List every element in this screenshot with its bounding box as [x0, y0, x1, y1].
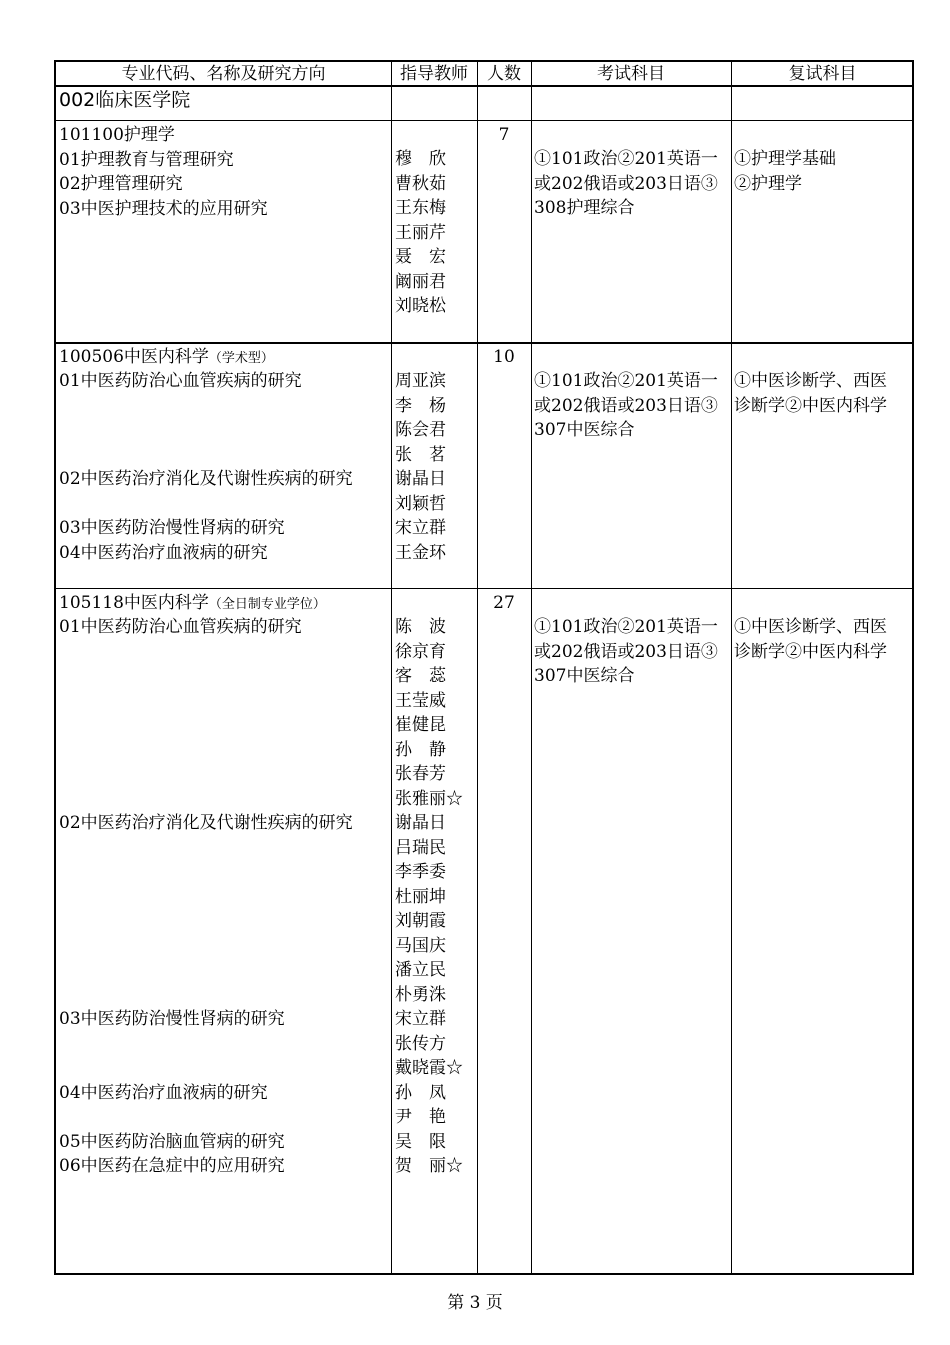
retest-line: ②护理学: [734, 173, 802, 194]
enrollment-count: 10: [493, 347, 515, 367]
research-direction: 02中医药治疗消化及代谢性疾病的研究: [59, 469, 353, 489]
advisor-list: [395, 369, 446, 565]
major-code-name: [59, 591, 326, 618]
advisor-name: 马国庆: [395, 935, 446, 956]
exam-line: 307中医综合: [534, 420, 635, 440]
advisor-name: 朴勇洙: [395, 984, 446, 1005]
research-direction: 03中医药防治慢性肾病的研究: [59, 518, 285, 538]
exam-line: 或202俄语或203日语③: [534, 641, 718, 662]
advisor-name: 王金环: [395, 542, 446, 563]
advisor-name: 刘朝霞: [395, 911, 446, 931]
exam-line: ①101政治②201英语一: [534, 371, 718, 391]
research-direction: 06中医药在急症中的应用研究: [59, 1156, 285, 1176]
research-direction: 04中医药治疗血液病的研究: [59, 1083, 268, 1103]
advisor-name: 杜丽坤: [395, 886, 446, 907]
enrollment-count: 27: [493, 593, 515, 613]
enrollment-count: 7: [498, 125, 510, 145]
advisor-name: 戴晓霞☆: [395, 1058, 463, 1078]
major-code-name: 101100护理学: [59, 125, 175, 145]
exam-line: ①101政治②201英语一: [534, 149, 718, 169]
advisor-name: 宋立群: [395, 1009, 446, 1029]
exam-line: 307中医综合: [534, 666, 635, 686]
exam-line: 308护理综合: [534, 198, 635, 218]
research-direction: 05中医药防治脑血管病的研究: [59, 1132, 285, 1152]
research-direction: 02中医药治疗消化及代谢性疾病的研究: [59, 813, 353, 833]
advisor-name: 孙 凤: [395, 1082, 446, 1103]
retest-line: ①中医诊断学、西医: [734, 371, 887, 391]
header-exam: 考试科目: [597, 64, 665, 84]
retest-line: 诊断学②中医内科学: [734, 641, 887, 662]
major-code-name: [59, 345, 274, 372]
page-number: 第 3 页: [447, 1293, 503, 1313]
row-divider: [56, 120, 912, 121]
advisor-name: 李 杨: [395, 395, 446, 416]
row-divider: [56, 588, 912, 589]
header-advisor: 指导教师: [400, 64, 468, 84]
advisor-name: 曹秋茹: [395, 173, 446, 194]
retest-subjects: [734, 615, 887, 664]
retest-line: ①中医诊断学、西医: [734, 617, 887, 637]
advisor-list: [395, 147, 446, 319]
advisor-name: 阚丽君: [395, 271, 446, 292]
advisor-name: 吕瑞民: [395, 837, 446, 858]
advisor-name: 吴 限: [395, 1131, 446, 1152]
advisor-name: 潘立民: [395, 960, 446, 980]
research-direction: 01中医药防治心血管疾病的研究: [59, 371, 302, 391]
enrollment-table: [54, 60, 914, 1275]
exam-line: ①101政治②201英语一: [534, 617, 718, 637]
advisor-name: 客 蕊: [395, 666, 446, 686]
advisor-name: 王东梅: [395, 198, 446, 218]
advisor-name: 王莹威: [395, 690, 446, 711]
header-major: 专业代码、名称及研究方向: [121, 64, 326, 84]
column-divider: [531, 62, 532, 1273]
retest-subjects: [734, 369, 887, 418]
exam-subjects: [534, 369, 718, 443]
column-divider: [731, 62, 732, 1273]
research-direction: 02护理管理研究: [59, 174, 183, 194]
advisor-name: 穆 欣: [395, 149, 446, 169]
advisor-list: [395, 615, 463, 1179]
retest-line: ①护理学基础: [734, 149, 836, 169]
advisor-name: 王丽芹: [395, 222, 446, 243]
exam-line: 或202俄语或203日语③: [534, 173, 718, 194]
research-direction: 01护理教育与管理研究: [59, 149, 234, 170]
research-direction: 03中医药防治慢性肾病的研究: [59, 1009, 285, 1029]
exam-subjects: [534, 615, 718, 689]
header-count: 人数: [487, 64, 521, 84]
advisor-name: 张春芳: [395, 764, 446, 784]
advisor-name: 崔健昆: [395, 715, 446, 735]
advisor-name: 周亚滨: [395, 371, 446, 391]
major-code: 105118中医内科学: [59, 593, 209, 613]
advisor-name: 谢晶日: [395, 469, 446, 489]
advisor-name: 张雅丽☆: [395, 788, 463, 809]
college-title: 002临床医学院: [59, 89, 191, 111]
column-divider: [391, 62, 392, 1273]
header-retest: 复试科目: [788, 64, 857, 84]
advisor-name: 贺 丽☆: [395, 1156, 463, 1176]
advisor-name: 尹 艳: [395, 1107, 446, 1127]
column-divider: [477, 62, 478, 1273]
major-type-note: （全日制专业学位）: [208, 597, 326, 612]
advisor-name: 刘晓松: [395, 296, 446, 316]
advisor-name: 徐京育: [395, 641, 446, 662]
advisor-name: 刘颖哲: [395, 493, 446, 514]
advisor-name: 李季委: [395, 862, 446, 882]
retest-line: 诊断学②中医内科学: [734, 395, 887, 416]
advisor-name: 谢晶日: [395, 813, 446, 833]
advisor-name: 宋立群: [395, 518, 446, 538]
row-divider: [56, 342, 912, 344]
exam-subjects: [534, 147, 718, 221]
research-direction: 04中医药治疗血液病的研究: [59, 543, 268, 563]
exam-line: 或202俄语或203日语③: [534, 395, 718, 416]
advisor-name: 陈会君: [395, 420, 446, 440]
advisor-name: 聂 宏: [395, 247, 446, 267]
research-direction: 01中医药防治心血管疾病的研究: [59, 617, 302, 637]
major-section-nursing: [59, 123, 268, 221]
advisor-name: 张 茗: [395, 444, 446, 465]
advisor-name: 孙 静: [395, 739, 446, 760]
major-code: 100506中医内科学: [59, 347, 209, 367]
research-direction: 03中医护理技术的应用研究: [59, 198, 268, 219]
major-type-note: （学术型）: [208, 351, 274, 366]
retest-subjects: [734, 147, 836, 196]
advisor-name: 张传方: [395, 1033, 446, 1054]
advisor-name: 陈 波: [395, 617, 446, 637]
